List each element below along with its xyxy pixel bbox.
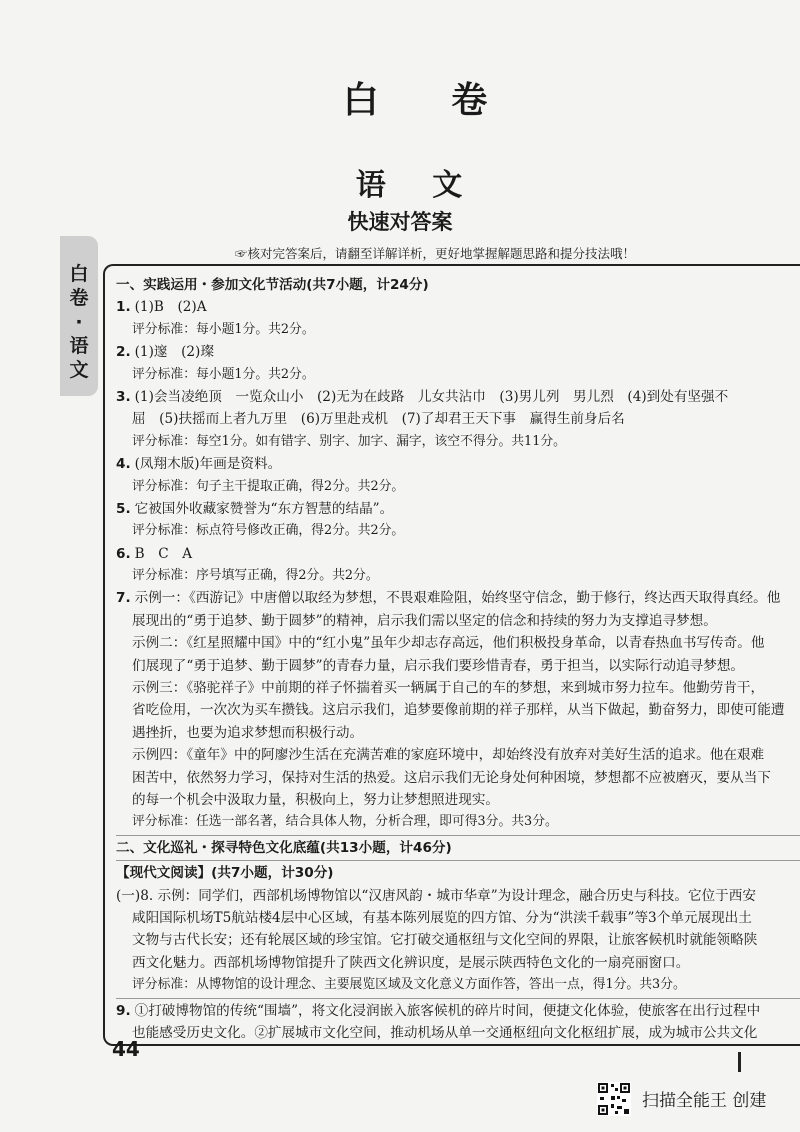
- answer-line: [116, 632, 800, 654]
- answer-text: 评分标准：每小题1分。共2分。: [132, 366, 315, 382]
- answer-line: [116, 476, 800, 498]
- answer-line: [116, 319, 800, 341]
- answer-line: [116, 520, 800, 542]
- answer-line: [116, 431, 800, 453]
- answer-text: (凤翔木版)年画是资料。: [134, 456, 282, 473]
- question-number: 7.: [116, 590, 131, 607]
- question-number: 2.: [116, 344, 131, 361]
- answer-text: (1)会当凌绝顶 一览众山小 (2)无为在歧路 儿女共沾巾 (3)男儿列 男儿烈 (4)到处有坚强不: [134, 388, 729, 405]
- answer-line: [116, 677, 800, 699]
- answer-text: (1)邃 (2)璨: [134, 344, 214, 361]
- section-divider: [116, 998, 800, 999]
- tip-line: [235, 244, 635, 262]
- answer-line: [116, 929, 800, 951]
- scanner-watermark: 扫描全能王 创建: [642, 1091, 767, 1111]
- answer-line: [116, 789, 800, 811]
- answer-text: 遇挫折，也要为追求梦想而积极行动。: [132, 724, 364, 741]
- answer-text: 屈 (5)扶摇而上者九万里 (6)万里赴戎机 (7)了却君王天下事 赢得生前身后名: [132, 411, 625, 428]
- side-tab-label: [66, 262, 92, 382]
- answer-text: 评分标准：每空1分。如有错字、别字、加字、漏字，该空不得分。共11分。: [132, 433, 566, 449]
- answer-text: 评分标准：句子主干提取正确，得2分。共2分。: [132, 478, 405, 494]
- answer-line: [116, 655, 800, 677]
- answer-text: 示例四：《童年》中的阿廖沙生活在充满苦难的家庭环境中，却始终没有放弃对美好生活的追求。他在艰难: [132, 747, 765, 764]
- answer-text: 们展现了“勇于追梦、勤于圆梦”的青春力量，启示我们要珍惜青春，勇于担当，以实际行动追寻梦想。: [132, 657, 745, 674]
- answer-line: [116, 543, 800, 565]
- side-tab-char: 文: [69, 359, 89, 381]
- answer-line: [116, 587, 800, 609]
- answer-line: [116, 274, 800, 296]
- answer-line: [116, 408, 800, 430]
- answer-line: [116, 386, 800, 408]
- answer-line: [116, 811, 800, 833]
- answer-text: 它被国外收藏家赞誉为“东方智慧的结晶”。: [134, 500, 394, 517]
- answer-text: 评分标准：从博物馆的设计理念、主要展览区域及文化意义方面作答，答出一点，得1分。共3分。: [132, 977, 686, 993]
- answer-line: [116, 453, 800, 475]
- answer-text: 示例二：《红星照耀中国》中的“红小鬼”虽年少却志存高远，他们积极投身革命，以青春热血书写传奇。他: [132, 635, 765, 652]
- answer-line: [116, 498, 800, 520]
- answer-text: 【现代文阅读】(共7小题，计30分): [116, 865, 334, 882]
- answer-text: 也能感受历史文化。②扩展城市文化空间，推动机场从单一交通枢纽向文化枢纽扩展，成为城市公共文化: [132, 1024, 758, 1041]
- answer-text: 省吃俭用，一次次为买车攒钱。这启示我们，追梦要像前期的祥子那样，从当下做起，勤奋努力，即使可能遭: [132, 702, 785, 719]
- question-number: 1.: [116, 299, 131, 316]
- answer-line: [116, 699, 800, 721]
- question-number: 5.: [116, 500, 131, 517]
- qr-code-icon: [597, 1082, 631, 1116]
- answer-text: 示例三：《骆驼祥子》中前期的祥子怀揣着买一辆属于自己的车的梦想，来到城市努力拉车。他勤劳肯干，: [132, 680, 765, 697]
- answer-text: (1)B (2)A: [134, 299, 207, 316]
- side-tab-char: 语: [69, 335, 89, 357]
- question-number: 9.: [116, 1002, 131, 1019]
- answer-line: [116, 952, 800, 974]
- answer-text: 的每一个机会中汲取力量，积极向上，努力让梦想照进现实。: [132, 791, 500, 808]
- answer-text: 示例一：《西游记》中唐僧以取经为梦想，不畏艰难险阻，始终坚守信念，勤于修行，终达西天取得真经。他: [134, 590, 781, 607]
- answer-text: 评分标准：每小题1分。共2分。: [132, 321, 315, 337]
- subject-title: 语 文: [355, 168, 481, 203]
- answer-line: [116, 974, 800, 996]
- side-tab-char: 白: [69, 263, 89, 285]
- answer-line: [116, 722, 800, 744]
- answer-text: 困苦中，依然努力学习，保持对生活的热爱。这启示我们无论身处何种困境，梦想都不应被磨灭，要从当下: [132, 769, 771, 786]
- side-tab-char: 卷: [69, 287, 89, 309]
- section-divider: [116, 860, 800, 861]
- answer-text: 文物与古代长安；还有轮展区域的珍宝馆。它打破交通枢纽与文化空间的界限，让旅客候机时就能领略陕: [132, 932, 758, 949]
- answer-text: 西文化魅力。西部机场博物馆提升了陕西文化辨识度，是展示陕西特色文化的一扇亮丽窗口。: [132, 954, 690, 971]
- answer-text: 评分标准：任选一部名著，结合具体人物，分析合理，即可得3分。共3分。: [132, 814, 558, 830]
- tip-text: 核对完答案后，请翻至详解详析，更好地掌握解题思路和提分技法哦！: [247, 246, 636, 261]
- answer-line: [116, 565, 800, 587]
- answer-line: [116, 610, 800, 632]
- page-number: 44: [112, 1037, 140, 1061]
- answer-text: 二、文化巡礼・探寻特色文化底蕴(共13小题，计46分): [116, 839, 452, 856]
- answer-heading: 快速对答案: [347, 210, 453, 234]
- answer-line: [116, 296, 800, 318]
- answer-text: ①打破博物馆的传统“围墙”，将文化浸润嵌入旅客候机的碎片时间，便捷文化体验，使旅客在出行过程中: [134, 1002, 761, 1019]
- answer-line: [116, 364, 800, 386]
- answer-line: [116, 907, 800, 929]
- answer-line: [116, 885, 800, 907]
- answer-text: 咸阳国际机场T5航站楼4层中心区域，有基本陈列展览的四方馆、分为“洪渎千载事”等3个单元展现出土: [132, 909, 752, 926]
- answer-line: [116, 1000, 800, 1022]
- answer-text: B C A: [134, 545, 193, 562]
- answer-line: [116, 767, 800, 789]
- question-number: 4.: [116, 456, 131, 473]
- edge-mark: [738, 1052, 741, 1072]
- answer-line: [116, 837, 800, 859]
- answer-text: 展现出的“勇于追梦、勤于圆梦”的精神，启示我们需以坚定的信念和持续的努力为支撑追寻梦想。: [132, 612, 717, 629]
- answer-text: 评分标准：标点符号修改正确，得2分。共2分。: [132, 523, 405, 539]
- question-number: 6.: [116, 545, 131, 562]
- answer-line: [116, 1022, 800, 1044]
- section-divider: [116, 835, 800, 836]
- answer-text: 一、实践运用・参加文化节活动(共7小题，计24分): [116, 277, 429, 293]
- hand-pointer-icon: ☞: [235, 246, 248, 261]
- page-title: 白 卷: [342, 80, 518, 121]
- side-tab-char: ·: [75, 311, 83, 333]
- answer-line: [116, 744, 800, 766]
- answer-content: [116, 274, 800, 1044]
- answer-text: (一)8. 示例：同学们，西部机场博物馆以“汉唐风韵・城市华章”为设计理念，融合历史与科技。它位于西安: [116, 887, 756, 904]
- answer-line: [116, 341, 800, 363]
- answer-line: [116, 862, 800, 884]
- question-number: 3.: [116, 388, 131, 405]
- answer-text: 评分标准：序号填写正确，得2分。共2分。: [132, 568, 379, 584]
